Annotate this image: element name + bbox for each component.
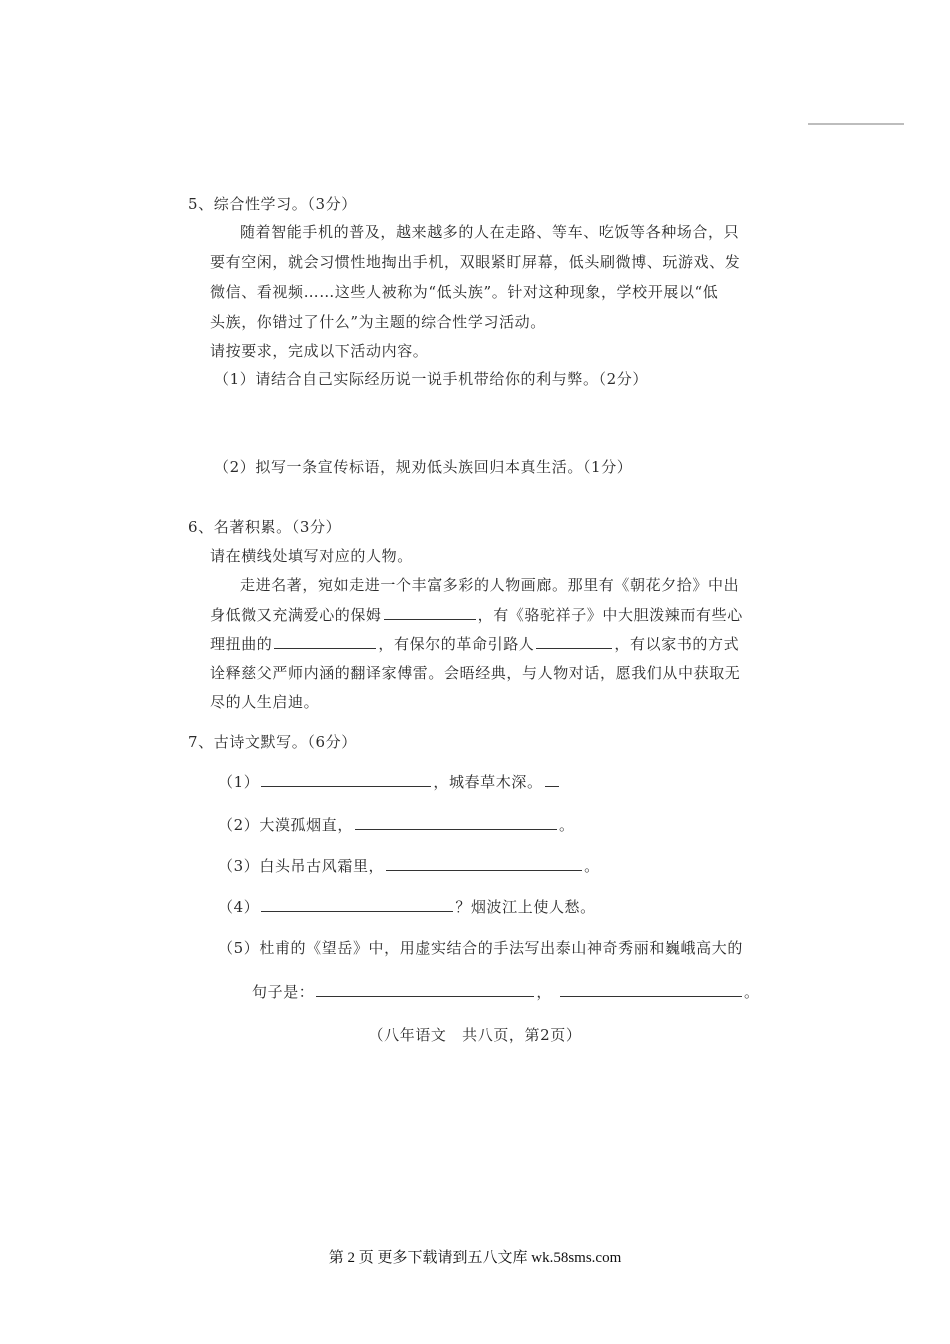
q7-part-3-end: 。: [584, 857, 600, 875]
q7-part-5-prefix: 句子是：: [252, 983, 315, 1001]
q6-line-4: 诠释慈父严师内涵的翻译家傅雷。会晤经典，与人物对话，愿我们从中获取无: [210, 664, 741, 682]
q6-line-5: 尽的人生启迪。: [210, 693, 320, 711]
q7-part-2-end: 。: [558, 816, 575, 834]
exam-page-info: （八年语文 共八页，第2页）: [368, 1026, 582, 1044]
q6-line-2: [210, 605, 743, 625]
q5-para-line-1: 随着智能手机的普及，越来越多的人在走路、等车、吃饭等各种场合，只: [240, 223, 740, 241]
q6-instruction: 请在横线处填写对应的人物。: [210, 547, 413, 565]
q7-part-5-comma: ，: [536, 983, 553, 1001]
q7-part-4: [218, 897, 596, 917]
fill-blank-poem-4[interactable]: [261, 897, 453, 912]
q7-part-1: [218, 772, 561, 792]
q7-part-2: [218, 815, 575, 835]
site-footer: 第 2 页 更多下载请到五八文库 wk.58sms.com: [328, 1250, 622, 1266]
q7-part-4-label: （4）: [218, 898, 260, 916]
q7-part-3-label: （3）白头吊古风霜里，: [218, 857, 385, 875]
q6-line-2-start: 身低微又充满爱心的保姆: [210, 606, 382, 624]
q5-para-line-3: 微信、看视频……这些人被称为“低头族”。针对这种现象，学校开展以“低: [210, 283, 719, 301]
q6-title: 6、名著积累。（3分）: [188, 518, 342, 536]
q7-part-2-label: （2）大漠孤烟直，: [218, 816, 353, 834]
q7-part-5-line-2: [252, 982, 760, 1002]
fill-blank-nanny[interactable]: [384, 605, 476, 620]
q7-part-3: [218, 856, 600, 876]
q5-instruction: 请按要求，完成以下活动内容。: [210, 342, 429, 360]
q7-part-5-end: 。: [744, 983, 760, 1001]
q5-para-line-4: 头族，你错过了什么”为主题的综合性学习活动。: [210, 313, 546, 331]
stray-mark: [545, 772, 559, 787]
q6-line-3: [210, 634, 739, 654]
fill-blank-poem-5b[interactable]: [560, 982, 742, 997]
q7-title: 7、古诗文默写。（6分）: [188, 733, 357, 751]
fill-blank-character[interactable]: [274, 634, 376, 649]
q7-part-1-label: （1）: [218, 773, 260, 791]
fill-blank-poem-3[interactable]: [386, 856, 582, 871]
q7-part-1-text: ，城春草木深。: [433, 773, 543, 791]
scan-artifact-line: [808, 123, 904, 125]
fill-blank-poem-2[interactable]: [355, 815, 557, 830]
q6-line-3-mid: ，有保尔的革命引路人: [378, 635, 535, 653]
q5-sub1: （1）请结合自己实际经历说一说手机带给你的利与弊。（2分）: [214, 370, 648, 388]
q7-part-5-line-1: （5）杜甫的《望岳》中，用虚实结合的手法写出泰山神奇秀丽和巍峨高大的: [218, 939, 743, 957]
q6-line-2-end: ，有《骆驼祥子》中大胆泼辣而有些心: [477, 606, 743, 624]
fill-blank-poem-1[interactable]: [261, 772, 431, 787]
q5-para-line-2: 要有空闲，就会习惯性地掏出手机，双眼紧盯屏幕，低头刷微博、玩游戏、发: [210, 253, 741, 271]
fill-blank-poem-5a[interactable]: [316, 982, 534, 997]
q6-line-1: 走进名著，宛如走进一个丰富多彩的人物画廊。那里有《朝花夕拾》中出: [240, 576, 740, 594]
q5-sub2: （2）拟写一条宣传标语，规劝低头族回归本真生活。（1分）: [214, 458, 633, 476]
fill-blank-mentor[interactable]: [536, 634, 612, 649]
q6-line-3-start: 理扭曲的: [210, 635, 273, 653]
q5-title: 5、综合性学习。（3分）: [188, 195, 357, 213]
q6-line-3-end: ，有以家书的方式: [614, 635, 740, 653]
q7-part-4-text: ？烟波江上使人愁。: [455, 898, 596, 916]
